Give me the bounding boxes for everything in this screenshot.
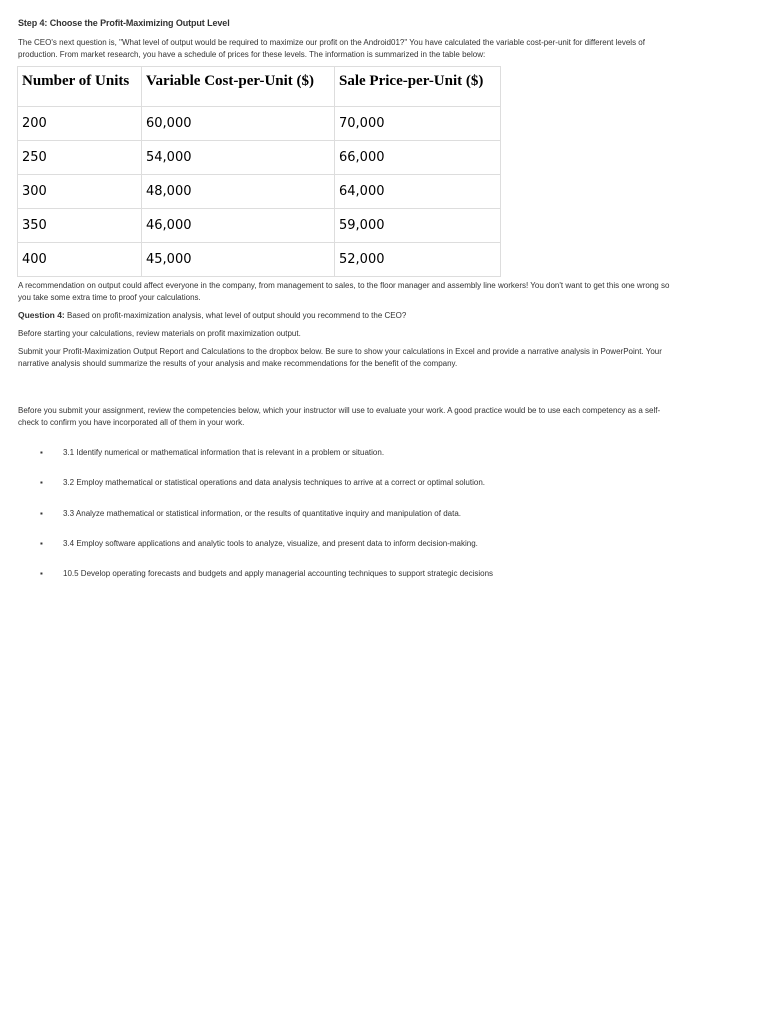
cell-sale-price: 66,000 [335, 141, 501, 175]
table-header-row [18, 67, 501, 107]
table-row [18, 243, 501, 277]
competency-text: 3.4 Employ software applications and analytic tools to analyze, visualize, and present data to inform decision-making. [63, 538, 478, 548]
intro-paragraph: The CEO's next question is, "What level of output would be required to maximize our profit on the Android01?" You have calculated the variable cost-per-unit for different levels of production. From market research, you have a schedule of prices for these levels. The information is summarized in the table below: [18, 38, 645, 59]
cell-variable-cost: 45,000 [142, 243, 335, 277]
header-variable-cost: Variable Cost-per-Unit ($) [142, 67, 335, 107]
bullet-icon: ▪ [40, 448, 43, 457]
submit-paragraph: Submit your Profit-Maximization Output Report and Calculations to the dropbox below. Be sure to show your calculations in Excel and provide a narrative analysis in PowerPoint. Your narrative analysis should summarize the results of your analysis and make recommendations for the benefit of the company. [18, 347, 662, 368]
bullet-icon: ▪ [40, 508, 43, 518]
competency-text: 3.1 Identify numerical or mathematical information that is relevant in a problem or situation. [63, 448, 385, 457]
cell-variable-cost: 54,000 [142, 141, 335, 175]
cell-sale-price: 70,000 [335, 107, 501, 141]
recommendation-paragraph: A recommendation on output could affect everyone in the company, from management to sales, to the floor manager and assembly line workers! You don't want to get this one wrong so you take some extra time to proof your calculations. [18, 281, 670, 302]
cell-variable-cost: 48,000 [142, 175, 335, 209]
table-row [18, 175, 501, 209]
table-row [18, 107, 501, 141]
cell-units: 200 [18, 107, 142, 141]
cell-variable-cost: 60,000 [142, 107, 335, 141]
cell-sale-price: 52,000 [335, 243, 501, 277]
competency-text: 3.3 Analyze mathematical or statistical information, or the results of quantitative inquiry and manipulation of data. [63, 508, 461, 518]
cell-sale-price: 59,000 [335, 209, 501, 243]
bullet-icon: ▪ [40, 538, 43, 548]
cell-variable-cost: 46,000 [142, 209, 335, 243]
question-paragraph [18, 309, 678, 322]
header-sale-price: Sale Price-per-Unit ($) [335, 67, 501, 107]
cell-units: 250 [18, 141, 142, 175]
bullet-icon: ▪ [40, 569, 43, 579]
header-number-of-units: Number of Units [18, 67, 142, 107]
competency-text: 3.2 Employ mathematical or statistical operations and data analysis techniques to arrive at a correct or optimal solution. [63, 478, 485, 488]
before-starting-paragraph: Before starting your calculations, review materials on profit maximization output. [18, 329, 301, 338]
step-title: Step 4: Choose the Profit-Maximizing Output Level [18, 18, 230, 28]
question-label: Question 4: [18, 310, 65, 320]
question-text: Based on profit-maximization analysis, what level of output should you recommend to the CEO? [64, 311, 407, 320]
review-paragraph: Before you submit your assignment, review the competencies below, which your instructor will use to evaluate your work. A good practice would be to use each competency as a self-check to confirm you have incorporated all of them in your work. [18, 406, 661, 427]
competency-text: 10.5 Develop operating forecasts and budgets and apply managerial accounting techniques to support strategic decisions [63, 569, 494, 579]
cell-units: 400 [18, 243, 142, 277]
cell-units: 300 [18, 175, 142, 209]
cell-sale-price: 64,000 [335, 175, 501, 209]
cell-units: 350 [18, 209, 142, 243]
cost-price-table [17, 66, 501, 277]
table-row [18, 209, 501, 243]
table-row [18, 141, 501, 175]
bullet-icon: ▪ [40, 478, 43, 488]
